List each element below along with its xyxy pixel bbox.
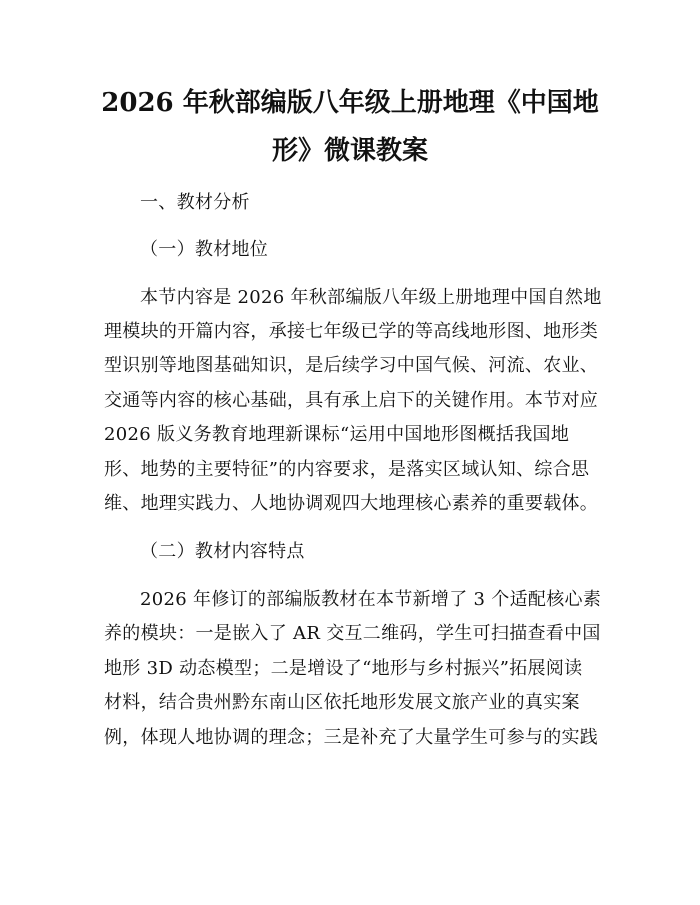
subsection-heading: （二）教材内容特点 [140, 541, 305, 562]
paragraph-line: 维、地理实践力、人地协调观四大地理核心素养的重要载体。 [104, 493, 599, 514]
document-title-line-2: 形》微课教案 [271, 136, 428, 166]
paragraph-line: 养的模块：一是嵌入了 AR 交互二维码，学生可扫描查看中国 [104, 623, 601, 644]
paragraph-line: 型识别等地图基础知识，是后续学习中国气候、河流、农业、 [104, 355, 599, 376]
subsection-heading: （一）教材地位 [140, 239, 269, 260]
section-heading: 一、教材分析 [140, 192, 250, 213]
paragraph-line: 理模块的开篇内容，承接七年级已学的等高线地形图、地形类 [104, 321, 599, 342]
paragraph-line: 本节内容是 2026 年秋部编版八年级上册地理中国自然地 [140, 287, 602, 308]
paragraph-line: 交通等内容的核心基础，具有承上启下的关键作用。本节对应 [104, 390, 599, 411]
document-title-line-1: 2026 年秋部编版八年级上册地理《中国地 [101, 88, 599, 118]
paragraph-line: 2026 版义务教育地理新课标“运用中国地形图概括我国地 [104, 424, 570, 445]
paragraph-line: 材料，结合贵州黔东南山区依托地形发展文旅产业的真实案 [104, 692, 580, 713]
paragraph-line: 例，体现人地协调的理念；三是补充了大量学生可参与的实践 [104, 727, 599, 748]
paragraph-line: 2026 年修订的部编版教材在本节新增了 3 个适配核心素 [140, 589, 602, 610]
paragraph-line: 地形 3D 动态模型；二是增设了“地形与乡村振兴”拓展阅读 [104, 658, 583, 679]
paragraph-line: 形、地势的主要特征”的内容要求，是落实区域认知、综合思 [104, 459, 590, 480]
